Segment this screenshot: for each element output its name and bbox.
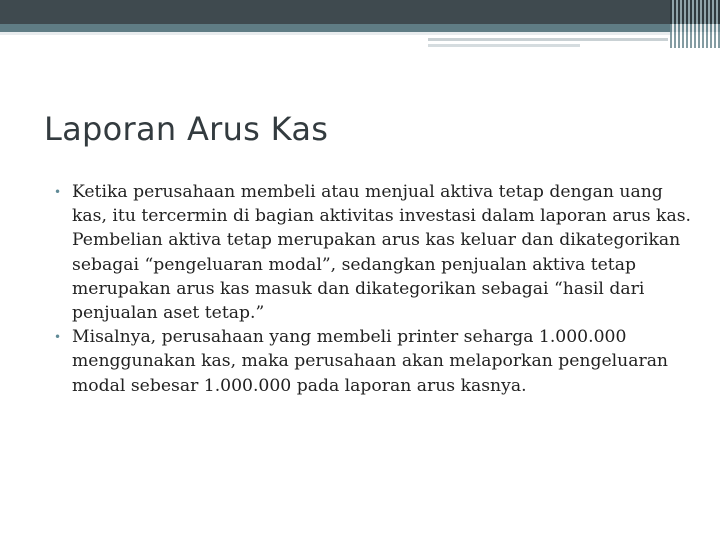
bullet-text: Misalnya, perusahaan yang membeli printer seharga 1.000.000 menggunakan kas, maka perusahaan akan melaporkan pengeluaran modal sebesar 1.000.000 pada laporan arus kasnya. [72, 327, 669, 396]
header-band-teal [0, 24, 720, 32]
header-rule-grey [428, 38, 668, 41]
header-rule-light [0, 32, 720, 35]
header-rule-grey-short [428, 44, 580, 47]
bullet-icon: • [54, 330, 62, 345]
header-stripe-pattern-dark [670, 0, 720, 24]
bullet-list [54, 180, 694, 398]
bullet-item [54, 180, 694, 325]
slide-title: Laporan Arus Kas [44, 110, 329, 148]
bullet-icon: • [54, 185, 62, 199]
bullet-text: Ketika perusahaan membeli atau menjual aktiva tetap dengan uang kas, itu tercermin di bagian aktivitas investasi dalam laporan arus kas. Pembelian aktiva tetap merupakan arus kas keluar dan dikategorikan sebagai “pengeluaran modal”, sedangkan penjualan aktiva tetap merupakan arus kas masuk dan dikategorikan sebagai “hasil dari penjualan aset tetap.” [72, 182, 691, 324]
bullet-item [54, 325, 694, 398]
header-band-dark [0, 0, 720, 24]
